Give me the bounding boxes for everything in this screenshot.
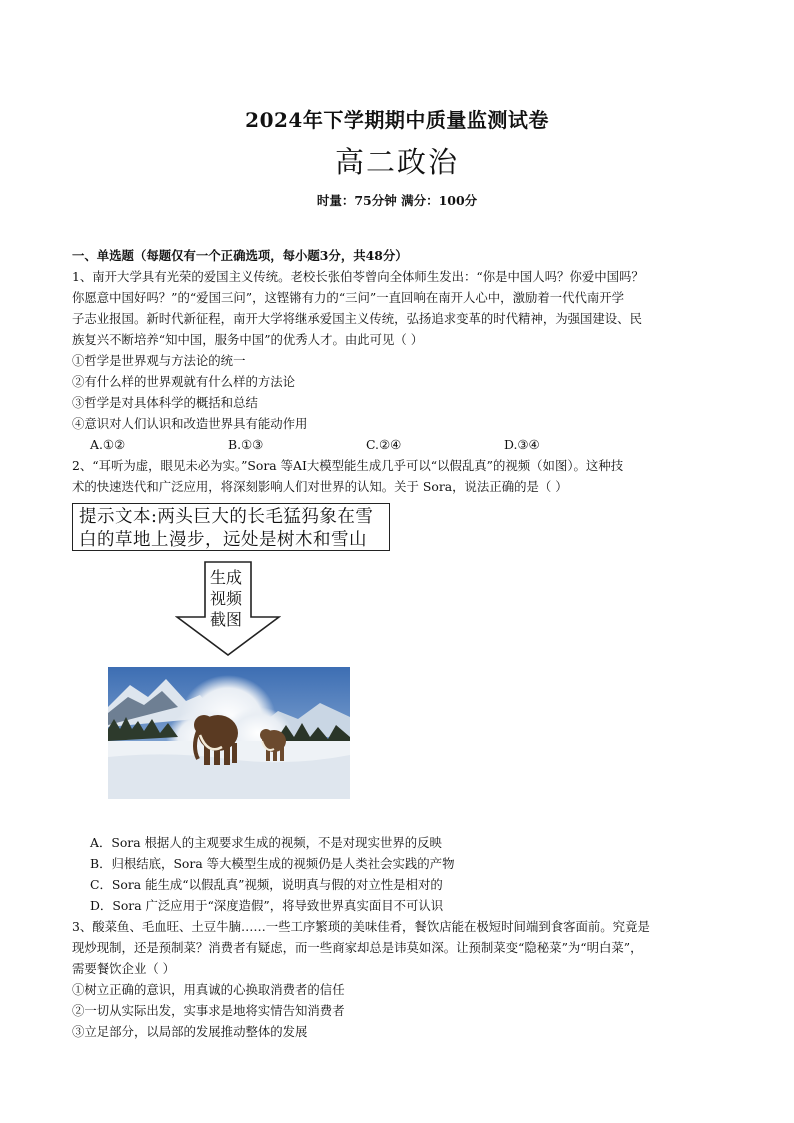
q2-option-b[interactable]: B．归根结底，Sora 等大模型生成的视频仍是人类社会实践的产物 [90,856,455,871]
prompt-text-box [72,503,390,551]
exam-content [72,245,732,1042]
q3-item: ③立足部分，以局部的发展推动整体的发展 [72,1024,308,1039]
q3-stem-line: 现炒现制，还是预制菜？消费者有疑虑，而一些商家却总是讳莫如深。让预制菜变“隐秘菜”为“明白菜”， [72,940,643,955]
q3-item: ②一切从实际出发，实事求是地将实情告知消费者 [72,1003,345,1018]
q1-item: ③哲学是对具体科学的概括和总结 [72,395,258,410]
q1-choice-a[interactable]: A.①② [90,437,126,452]
q1-item: ②有什么样的世界观就有什么样的方法论 [72,374,296,389]
q3-item: ①树立正确的意识，用真诚的心换取消费者的信任 [72,982,345,997]
question-3 [72,916,732,1042]
arrow-label-line: 视频 [210,589,243,608]
question-2 [72,455,732,916]
q3-stem-line: 3、酸菜鱼、毛血旺、土豆牛腩……一些工序繁琐的美味佳肴，餐饮店能在极短时间端到食客面前。究竟是 [72,919,650,934]
q2-stem-line: 2、“耳听为虚，眼见未必为实。”Sora 等AI大模型能生成几乎可以“以假乱真”的视频（如图）。这种技 [72,458,624,473]
q2-figure [72,497,732,832]
arrow-label [210,567,242,630]
q2-stem-line: 术的快速迭代和广泛应用，将深刻影响人们对世界的认知。关于 Sora，说法正确的是（ ） [72,479,568,494]
prompt-line: 白的草地上漫步，远处是树木和雪山 [79,530,367,550]
arrow-label-line: 生成 [210,568,243,587]
mammoth-video-screenshot [108,667,350,799]
arrow-label-line: 截图 [210,610,243,629]
q2-option-d[interactable]: D．Sora 广泛应用于“深度造假”，将导致世界真实面目不可认识 [90,898,444,913]
q1-stem-line: 子志业报国。新时代新征程，南开大学将继承爱国主义传统，弘扬追求变革的时代精神，为强国建设、民 [72,311,642,326]
q1-stem-line: 1、南开大学具有光荣的爱国主义传统。老校长张伯苓曾向全体师生发出：“你是中国人吗？你爱中国吗？ [72,269,644,284]
exam-title: 2024年下学期期中质量监测试卷 [245,108,549,132]
q1-item: ④意识对人们认识和改造世界具有能动作用 [72,416,308,431]
subject-title: 高二政治 [334,145,459,179]
q1-stem-line: 族复兴不断培养“知中国，服务中国”的优秀人才。由此可见（ ） [72,332,424,347]
question-1 [72,266,732,455]
q1-stem-line: 你愿意中国好吗？”的“爱国三问”，这铿锵有力的“三问”一直回响在南开人心中，激励着一代代南开学 [72,290,625,305]
q3-stem-line: 需要餐饮企业（ ） [72,961,176,976]
q2-option-c[interactable]: C．Sora 能生成“以假乱真”视频，说明真与假的对立性是相对的 [90,877,443,892]
q2-option-a[interactable]: A．Sora 根据人的主观要求生成的视频，不是对现实世界的反映 [90,835,442,850]
q1-item: ①哲学是世界观与方法论的统一 [72,353,246,368]
q1-choices [72,434,732,455]
section-heading: 一、单选题（每题仅有一个正确选项，每小题3分，共48分） [72,248,408,263]
q1-choice-b[interactable]: B.①③ [228,437,264,452]
q1-choice-c[interactable]: C.②④ [366,437,402,452]
q1-choice-d[interactable]: D.③④ [504,437,540,452]
exam-meta: 时量：75分钟 满分：100分 [316,193,478,208]
prompt-line: 提示文本:两头巨大的长毛猛犸象在雪 [79,507,374,527]
